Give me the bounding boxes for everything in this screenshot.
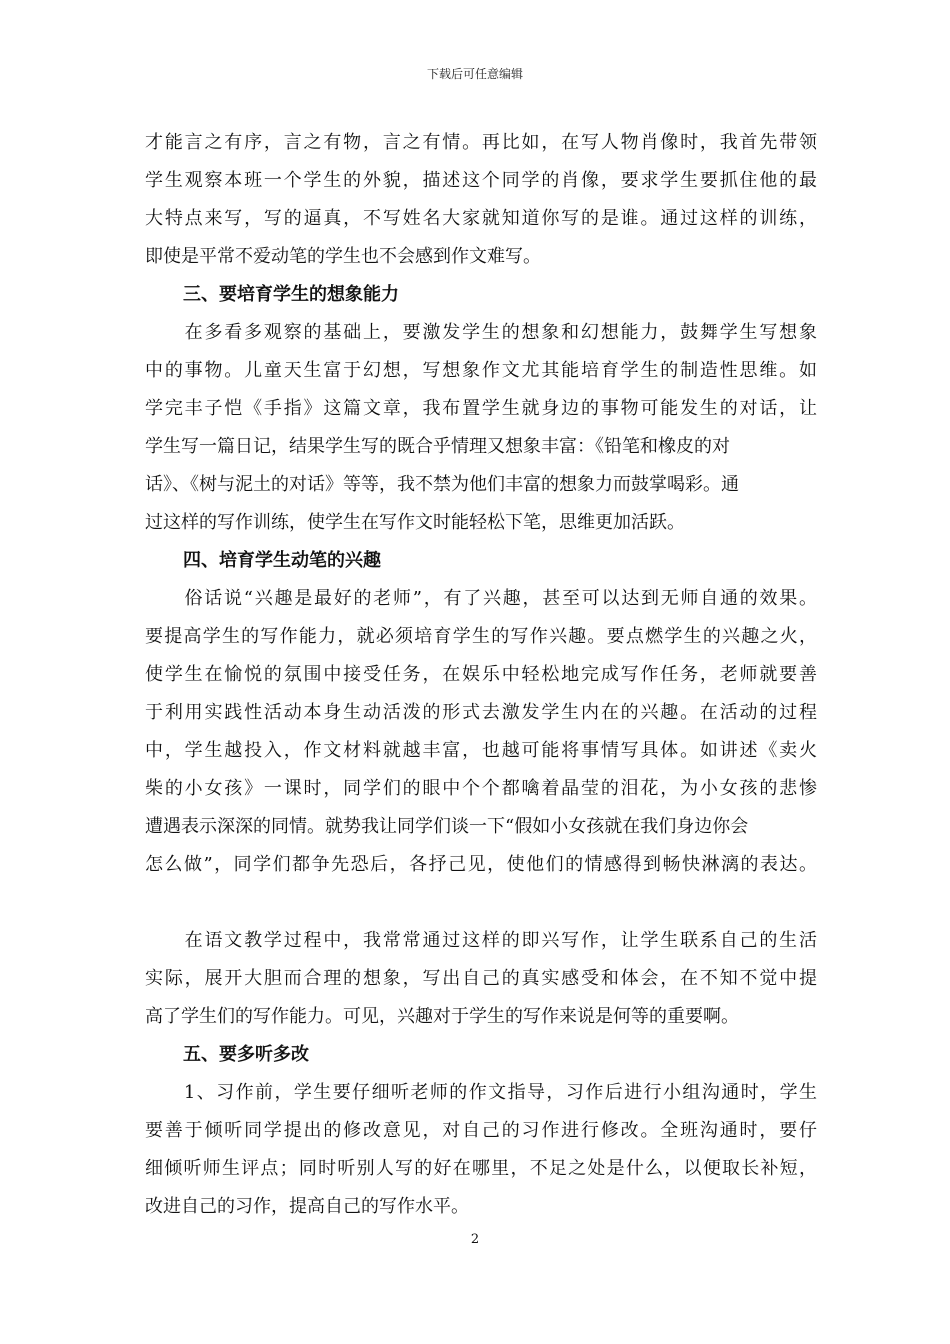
paragraph: [145, 580, 817, 884]
paragraph: [145, 314, 817, 542]
text-line: 于利用实践性活动本身生动活泼的形式去激发学生内在的兴趣。在活动的过程: [145, 702, 819, 723]
section-heading: 五、要多听多改: [183, 1044, 309, 1065]
page-header: 下载后可任意编辑: [426, 67, 523, 81]
blank-line: [145, 884, 817, 922]
page-number: 2: [470, 1232, 480, 1247]
document-body: [145, 124, 817, 1226]
text-line: 俗话说“兴趣是最好的老师”，有了兴趣，甚至可以达到无师自通的效果。: [145, 588, 819, 609]
paragraph: [145, 1074, 817, 1226]
text-line: 过这样的写作训练，使学生在写作文时能轻松下笔，思维更加活跃。: [145, 512, 685, 533]
text-line: 1、习作前，学生要仔细听老师的作文指导，习作后进行小组沟通时，学生: [145, 1082, 819, 1103]
text-line: 大特点来写，写的逼真，不写姓名大家就知道你写的是谁。通过这样的训练，: [145, 208, 819, 229]
paragraph: [145, 922, 817, 1036]
text-line: 话》、《树与泥土的对话》等等，我不禁为他们丰富的想象力而鼓掌喝彩。通: [145, 474, 739, 495]
text-line: 怎么做”，同学们都争先恐后，各抒己见，使他们的情感得到畅快淋漓的表达。: [145, 854, 819, 875]
section-heading: 三、要培育学生的想象能力: [183, 284, 399, 305]
text-line: 高了学生们的写作能力。可见，兴趣对于学生的写作来说是何等的重要啊。: [145, 1006, 739, 1027]
text-line: 要善于倾听同学提出的修改意见，对自己的习作进行修改。全班沟通时，要仔: [145, 1120, 819, 1141]
text-line: 学完丰子恺《手指》这篇文章，我布置学生就身边的事物可能发生的对话，让: [145, 398, 819, 419]
text-line: 要提高学生的写作能力，就必须培育学生的写作兴趣。要点燃学生的兴趣之火，: [145, 626, 819, 647]
text-line: 在语文教学过程中，我常常通过这样的即兴写作，让学生联系自己的生活: [145, 930, 819, 951]
text-line: 才能言之有序，言之有物，言之有情。再比如，在写人物肖像时，我首先带领: [145, 132, 819, 153]
section-heading: 四、培育学生动笔的兴趣: [183, 550, 381, 571]
text-line: 学生观察本班一个学生的外貌，描述这个同学的肖像，要求学生要抓住他的最: [145, 170, 819, 191]
text-line: 学生写一篇日记，结果学生写的既合乎情理又想象丰富：《铅笔和橡皮的对: [145, 436, 730, 457]
text-line: 实际，展开大胆而合理的想象，写出自己的真实感受和体会，在不知不觉中提: [145, 968, 819, 989]
text-line: 柴的小女孩》一课时，同学们的眼中个个都噙着晶莹的泪花，为小女孩的悲惨: [145, 778, 819, 799]
text-line: 在多看多观察的基础上，要激发学生的想象和幻想能力，鼓舞学生写想象: [145, 322, 819, 343]
text-line: 遭遇表示深深的同情。就势我让同学们谈一下“假如小女孩就在我们身边你会: [145, 816, 749, 837]
text-line: 改进自己的习作，提高自己的写作水平。: [145, 1196, 469, 1217]
text-line: 使学生在愉悦的氛围中接受任务，在娱乐中轻松地完成写作任务，老师就要善: [145, 664, 819, 685]
paragraph: [145, 124, 817, 276]
text-line: 即使是平常不爱动笔的学生也不会感到作文难写。: [145, 246, 541, 267]
text-line: 中，学生越投入，作文材料就越丰富，也越可能将事情写具体。如讲述《卖火: [145, 740, 819, 761]
text-line: 中的事物。儿童天生富于幻想，写想象作文尤其能培育学生的制造性思维。如: [145, 360, 819, 381]
text-line: 细倾听师生评点；同时听别人写的好在哪里，不足之处是什么，以便取长补短，: [145, 1158, 819, 1179]
